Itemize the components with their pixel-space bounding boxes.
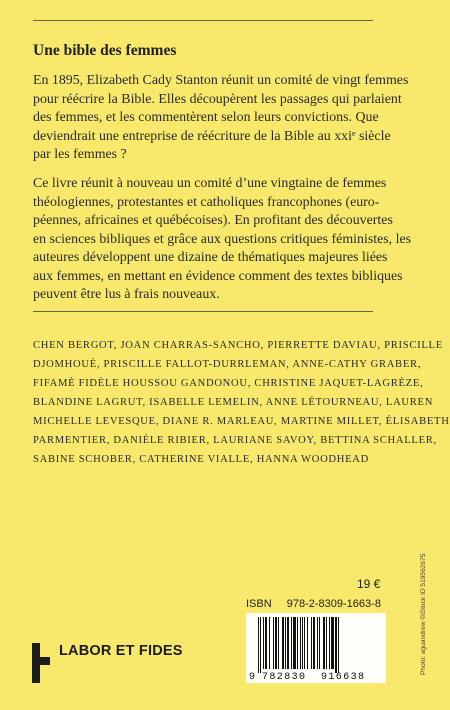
- author-line: MICHELLE LEVESQUE, DIANE R. MARLEAU, MARTINE MILLET, ÉLISABETH: [33, 416, 450, 427]
- barcode-bar: [338, 617, 339, 673]
- barcode-digits-right: 916638: [321, 672, 366, 683]
- paragraph-2-line: Ce livre réunit à nouveau un comité d’une vingtaine de femmes: [33, 176, 387, 191]
- barcode-bar: [278, 617, 279, 669]
- author-line: CHEN BERGOT, JOAN CHARRAS-SANCHO, PIERRETTE DAVIAU, PRISCILLE: [33, 340, 443, 351]
- paragraph-2-line: péennes, africaines et québécoises). En profitant des découvertes: [33, 213, 393, 228]
- isbn-number: 978-2-8309-1663-8: [286, 598, 381, 610]
- paragraph-2-line: théologiennes, protestantes et catholiques francophones (euro-: [33, 194, 380, 210]
- price: 19 €: [357, 577, 381, 591]
- middle-rule: [33, 311, 373, 312]
- publisher-name: LABOR ET FIDES: [59, 643, 183, 659]
- author-line: SABINE SCHOBER, CATHERINE VIALLE, HANNA WOODHEAD: [33, 454, 370, 465]
- isbn: [246, 598, 381, 610]
- author-line: BLANDINE LAGRUT, ISABELLE LEMELIN, ANNE LÉTOURNEAU, LAUREN: [33, 397, 434, 408]
- author-line: DJOMHOUÉ, PRISCILLE FALLOT-DURRLEMAN, ANNE-CATHY GRABER,: [33, 359, 422, 370]
- barcode-bar: [260, 617, 261, 673]
- barcode-bar: [265, 617, 267, 669]
- barcode-bar: [331, 617, 334, 669]
- author-line: FIFAMÈ FIDÈLE HOUSSOU GANDONOU, CHRISTINE JAQUET-LAGRÈZE,: [33, 378, 424, 389]
- barcode-bar: [307, 617, 308, 669]
- paragraph-2-line: peuvent être lus à frais nouveaux.: [33, 287, 220, 302]
- paragraph-1-line: En 1895, Elizabeth Cady Stanton réunit un comité de vingt femmes: [33, 73, 409, 88]
- barcode-bar: [291, 617, 292, 669]
- barcode-bar: [300, 617, 301, 669]
- barcode-digits-left: 782830: [262, 672, 307, 683]
- paragraph-1-line: des femmes, et les commentèrent selon leurs convictions. Que: [33, 110, 379, 125]
- barcode-bar: [313, 617, 315, 669]
- top-rule: [33, 20, 373, 21]
- paragraph-1-line: par les femmes ?: [33, 147, 127, 162]
- barcode-bar: [311, 617, 312, 669]
- publisher-logo-icon: [32, 643, 50, 683]
- barcode-bar: [282, 617, 284, 669]
- barcode-bar: [317, 617, 318, 669]
- paragraph-1-line: deviendrait une entreprise de réécriture de la Bible au xxiᵉ siècle: [33, 128, 391, 144]
- barcode-bar: [258, 617, 259, 673]
- paragraph-1: [33, 72, 409, 165]
- paragraph-2-line: en sciences bibliques et grâce aux questions critiques féministes, les: [33, 231, 412, 247]
- barcode-bar: [304, 617, 305, 669]
- barcode: [246, 613, 386, 683]
- barcode-bar: [335, 617, 337, 673]
- author-line: PARMENTIER, DANIÈLE RIBIER, LAURIANE SAVOY, BETTINA SCHALLER,: [33, 435, 437, 446]
- barcode-bar: [273, 617, 274, 669]
- barcode-bar: [319, 617, 320, 669]
- author-list: [33, 336, 450, 469]
- paragraph-1-line: pour réécrire la Bible. Elles découpèrent les passages qui parlaient: [33, 91, 402, 107]
- barcode-digit-first: 9: [249, 672, 256, 683]
- paragraph-2-line: aux femmes, en mettant en évidence comment des textes bibliques: [33, 268, 403, 284]
- barcode-bar: [293, 617, 296, 669]
- barcode-bar: [275, 617, 277, 669]
- paragraph-2: [33, 175, 412, 305]
- barcode-bar: [263, 617, 264, 669]
- barcode-bar: [285, 617, 286, 669]
- barcode-bar: [269, 617, 270, 669]
- barcode-bar: [287, 617, 289, 669]
- isbn-label: ISBN: [246, 598, 272, 610]
- barcode-bar: [323, 617, 325, 669]
- barcode-bar: [302, 617, 303, 669]
- paragraph-2-line: auteures développent une dizaine de thématiques majeures liées: [33, 250, 388, 265]
- barcode-bar: [329, 617, 330, 669]
- barcode-bar: [326, 617, 327, 669]
- section-title: Une bible des femmes: [33, 42, 177, 59]
- barcode-bar: [297, 617, 298, 669]
- photo-credit: Photo: aguandrew ©iStock ID 519562675: [420, 553, 427, 675]
